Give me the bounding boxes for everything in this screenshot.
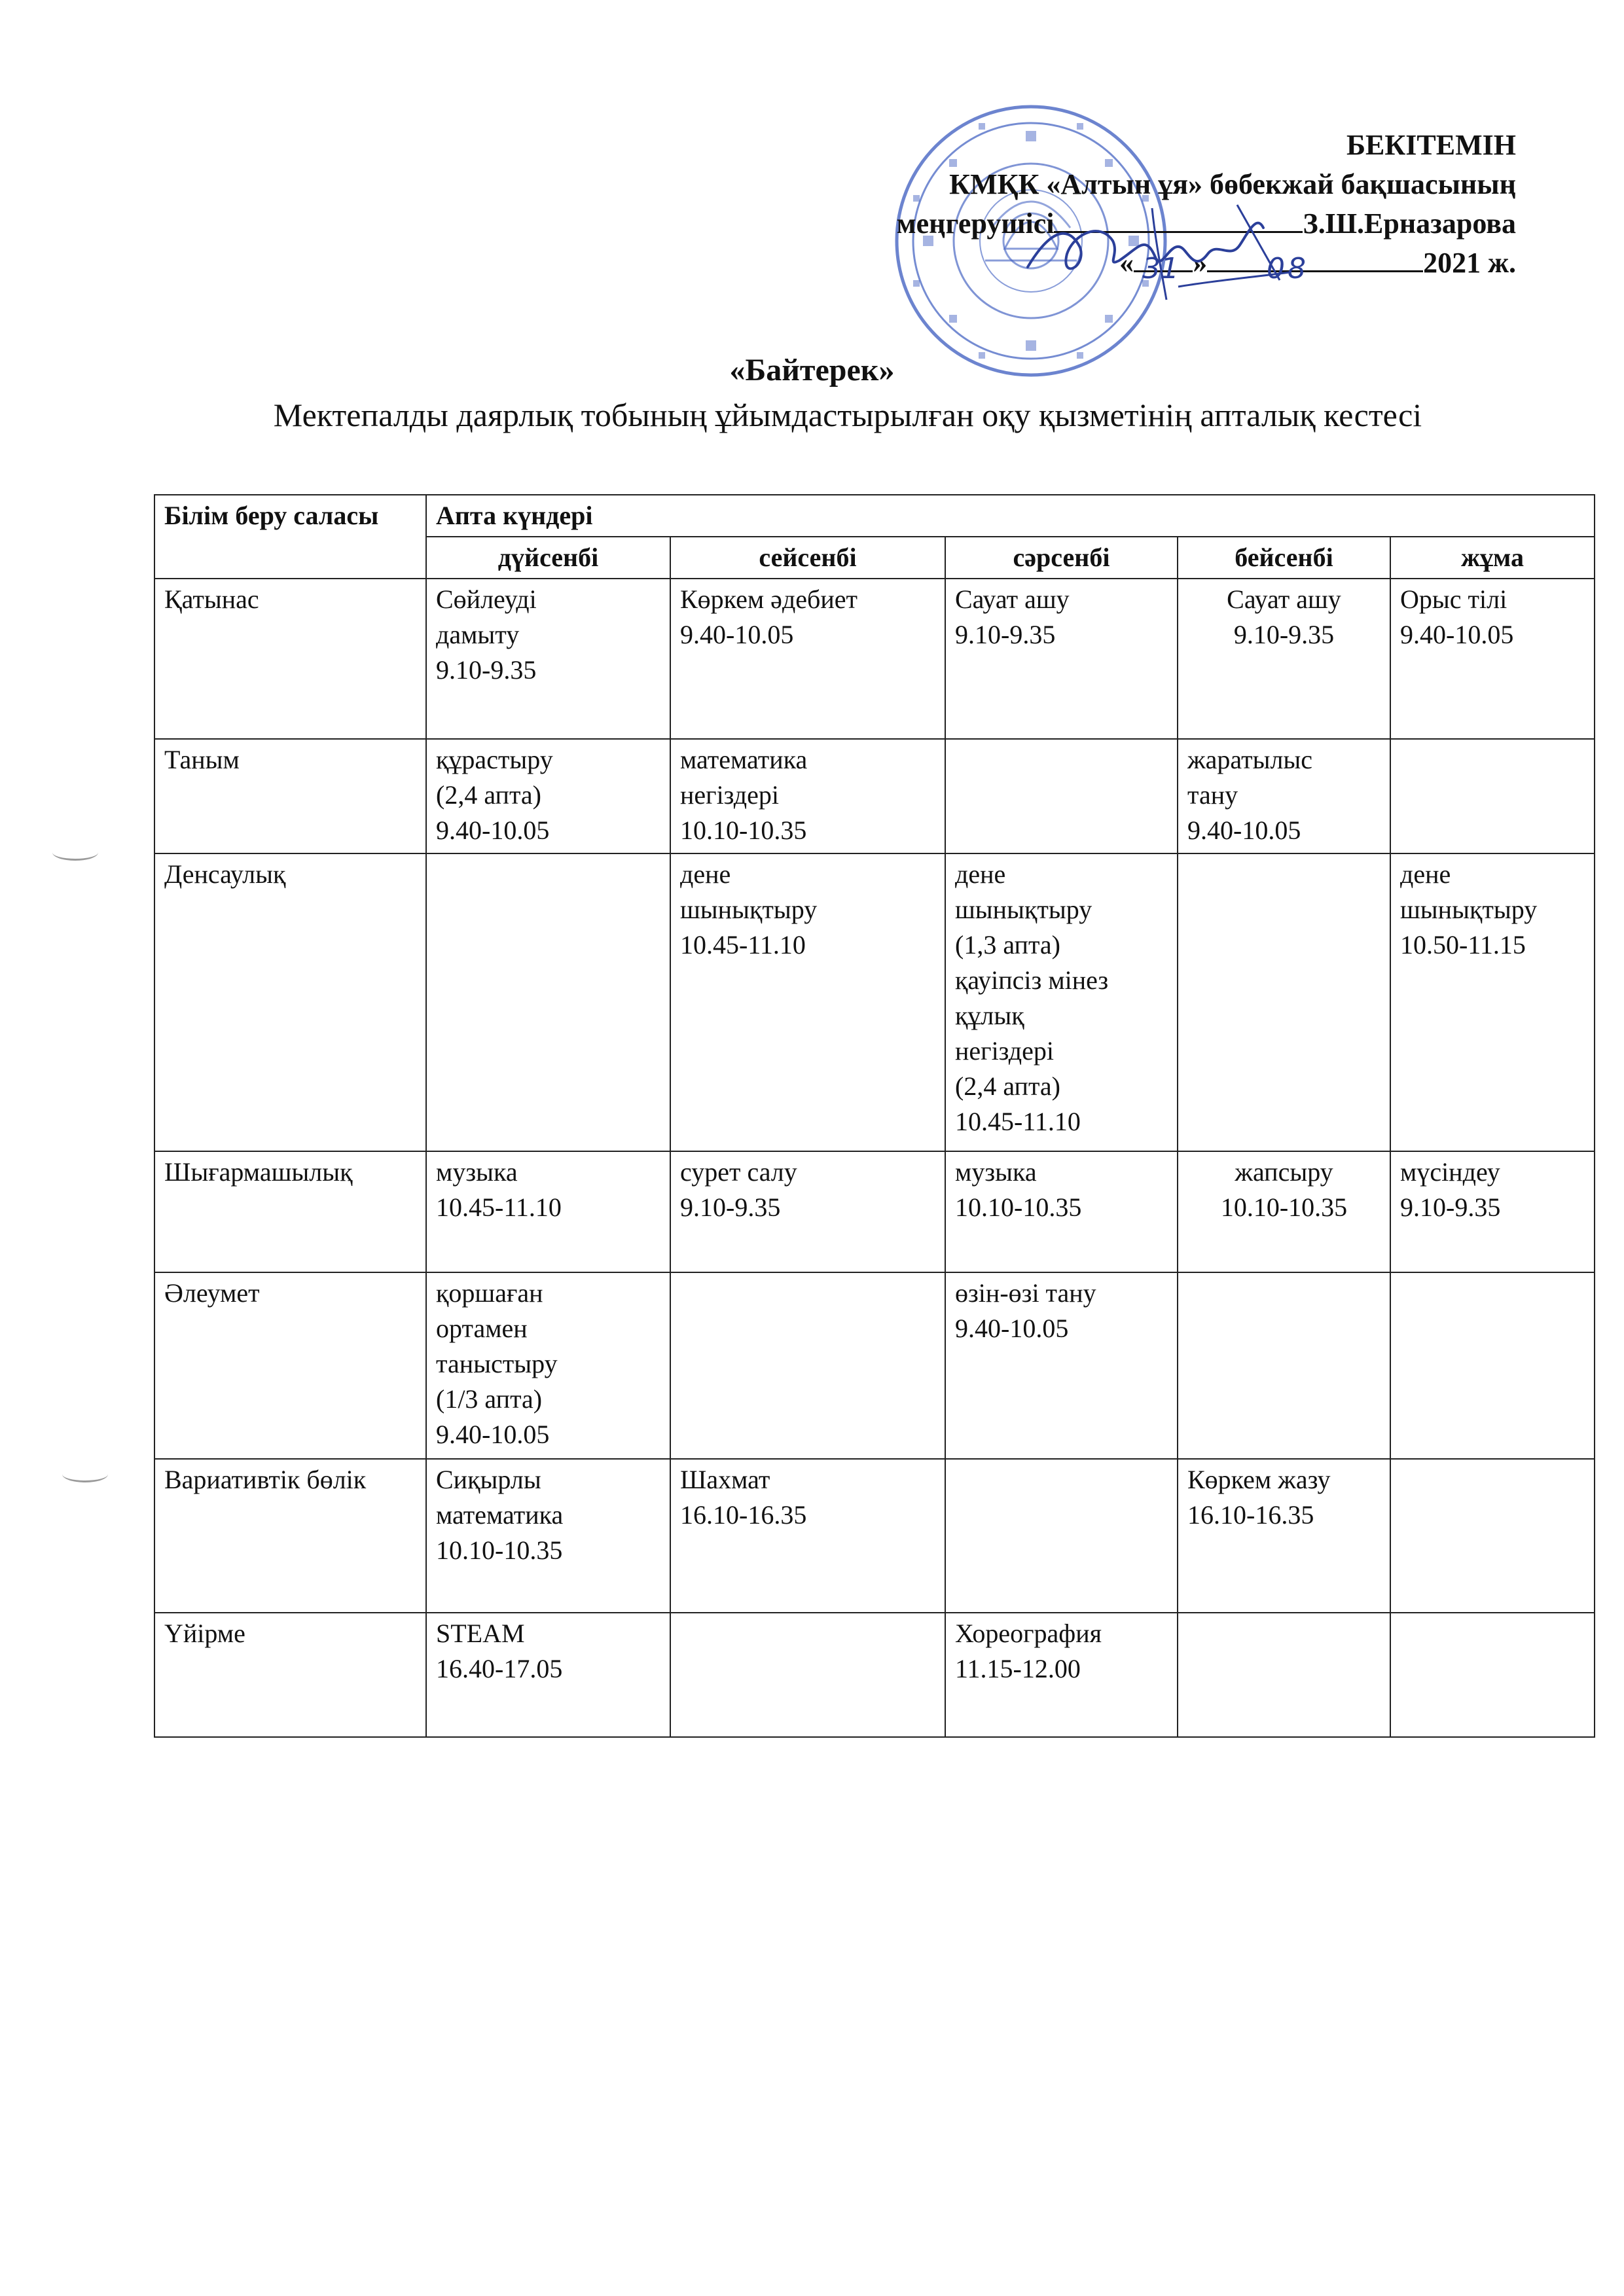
handwritten-day: 31	[1142, 252, 1179, 285]
cell-text-line: 10.10-10.35	[955, 1193, 1082, 1222]
cell-text-line: дене	[1400, 859, 1451, 889]
cell-text-line: Көркем әдебиет	[680, 584, 858, 614]
schedule-cell	[1178, 1459, 1390, 1613]
day-header: жұма	[1390, 537, 1595, 579]
cell-text-line: Көркем жазу	[1187, 1465, 1331, 1494]
table-row	[154, 1459, 1595, 1613]
cell-text-line: 9.40-10.05	[955, 1314, 1069, 1343]
area-cell: Қатынас	[154, 579, 426, 739]
schedule-cell	[426, 1613, 670, 1737]
cell-text-line: сурет салу	[680, 1157, 797, 1187]
area-cell: Таным	[154, 739, 426, 853]
cell-text-line: музыка	[955, 1157, 1037, 1187]
schedule-table	[154, 494, 1595, 1738]
cell-text-line: мүсіндеу	[1400, 1157, 1500, 1187]
table-row	[154, 1272, 1595, 1459]
schedule-cell	[670, 1613, 945, 1737]
area-cell: Денсаулық	[154, 853, 426, 1151]
cell-text-line: 9.40-10.05	[436, 1420, 550, 1449]
cell-text-line: Сөйлеуді	[436, 584, 537, 614]
margin-mark	[52, 844, 98, 861]
cell-text-line: 9.10-9.35	[1233, 620, 1335, 649]
cell-text-line: Шахмат	[680, 1465, 770, 1494]
table-row	[154, 739, 1595, 853]
cell-text-line: негіздері	[955, 1036, 1054, 1066]
schedule-cell	[670, 739, 945, 853]
cell-text-line: 10.50-11.15	[1400, 930, 1526, 960]
schedule-cell	[945, 579, 1178, 739]
cell-text-line: 10.10-10.35	[1220, 1193, 1348, 1222]
schedule-cell	[1178, 579, 1390, 739]
cell-text-line: STEAM	[436, 1619, 525, 1648]
cell-text-line: 9.10-9.35	[680, 1193, 781, 1222]
approval-organization: КМҚК «Алтын ұя» бөбекжай бақшасының	[949, 168, 1516, 200]
cell-text-line: қауіпсіз мінез	[955, 965, 1109, 995]
cell-text-line: 11.15-12.00	[955, 1654, 1081, 1683]
margin-mark	[62, 1466, 108, 1482]
schedule-cell	[945, 1272, 1178, 1459]
schedule-cell	[1390, 853, 1595, 1151]
cell-text-line: 9.40-10.05	[436, 816, 550, 845]
cell-text-line: (1/3 апта)	[436, 1384, 543, 1414]
schedule-cell	[426, 739, 670, 853]
schedule-cell	[1178, 1613, 1390, 1737]
cell-text-line: (2,4 апта)	[436, 780, 541, 810]
schedule-cell	[426, 1151, 670, 1272]
schedule-cell	[426, 853, 670, 1151]
day-header: сейсенбі	[670, 537, 945, 579]
schedule-cell	[1390, 1613, 1595, 1737]
schedule-cell	[945, 1151, 1178, 1272]
cell-text-line: 10.10-10.35	[680, 816, 807, 845]
schedule-cell	[1178, 1151, 1390, 1272]
date-close-quote: »	[1193, 247, 1208, 279]
schedule-cell	[945, 1459, 1178, 1613]
cell-text-line: дене	[955, 859, 1006, 889]
schedule-cell	[1390, 1459, 1595, 1613]
cell-text-line: 10.10-10.35	[436, 1535, 563, 1565]
cell-text-line: негіздері	[680, 780, 779, 810]
cell-text-line: 9.40-10.05	[680, 620, 794, 649]
cell-text-line: жаратылыс	[1187, 745, 1313, 774]
cell-text-line: тану	[1187, 780, 1238, 810]
schedule-cell	[945, 739, 1178, 853]
approval-head-name: З.Ш.Ерназарова	[1303, 207, 1516, 240]
schedule-cell	[1390, 1272, 1595, 1459]
schedule-cell	[1390, 1151, 1595, 1272]
day-header: дүйсенбі	[426, 537, 670, 579]
week-header: Апта күндері	[426, 495, 1595, 537]
schedule-cell	[1178, 853, 1390, 1151]
day-header: сәрсенбі	[945, 537, 1178, 579]
date-open-quote: «	[1119, 247, 1134, 279]
cell-text-line: құрастыру	[436, 745, 553, 774]
schedule-cell	[945, 853, 1178, 1151]
cell-text-line: математика	[680, 745, 808, 774]
cell-text-line: шынықтыру	[1400, 895, 1538, 924]
schedule-cell	[1178, 1272, 1390, 1459]
cell-text-line: таныстыру	[436, 1349, 558, 1378]
schedule-cell	[426, 1459, 670, 1613]
cell-text-line: 16.10-16.35	[1187, 1500, 1314, 1530]
approval-heading: БЕКІТЕМІН	[1346, 129, 1516, 161]
group-title: «Байтерек»	[729, 353, 895, 387]
area-cell: Үйірме	[154, 1613, 426, 1737]
cell-text-line: шынықтыру	[955, 895, 1092, 924]
cell-text-line: 10.45-11.10	[955, 1107, 1081, 1136]
cell-text-line: қоршаған	[436, 1278, 543, 1308]
cell-text-line: жапсыру	[1235, 1157, 1333, 1187]
cell-text-line: 16.40-17.05	[436, 1654, 563, 1683]
cell-text-line: Орыс тілі	[1400, 584, 1507, 614]
schedule-cell	[945, 1613, 1178, 1737]
cell-text-line: 9.10-9.35	[436, 655, 537, 685]
date-year: 2021 ж.	[1423, 247, 1516, 279]
cell-text-line: 9.40-10.05	[1400, 620, 1514, 649]
cell-text-line: 9.10-9.35	[1400, 1193, 1501, 1222]
table-row	[154, 579, 1595, 739]
schedule-cell	[426, 1272, 670, 1459]
schedule-cell	[670, 1151, 945, 1272]
table-row	[154, 853, 1595, 1151]
schedule-cell	[1390, 579, 1595, 739]
document-title: Мектепалды даярлық тобының ұйымдастырылған оқу қызметінің апталық кестесі	[273, 397, 1422, 433]
cell-text-line: (2,4 апта)	[955, 1071, 1060, 1101]
area-cell: Әлеумет	[154, 1272, 426, 1459]
cell-text-line: шынықтыру	[680, 895, 818, 924]
schedule-cell	[1390, 739, 1595, 853]
cell-text-line: (1,3 апта)	[955, 930, 1060, 960]
cell-text-line: 16.10-16.35	[680, 1500, 807, 1530]
cell-text-line: 10.45-11.10	[436, 1193, 562, 1222]
cell-text-line: Сауат ашу	[1227, 584, 1341, 614]
handwritten-signature	[1021, 195, 1296, 306]
area-cell: Вариативтік бөлік	[154, 1459, 426, 1613]
cell-text-line: 9.40-10.05	[1187, 816, 1301, 845]
schedule-cell	[670, 853, 945, 1151]
cell-text-line: дамыту	[436, 620, 520, 649]
approval-position: меңгерушісі	[896, 207, 1055, 240]
cell-text-line: 9.10-9.35	[955, 620, 1056, 649]
table-row	[154, 1613, 1595, 1737]
cell-text-line: музыка	[436, 1157, 518, 1187]
table-row	[154, 1151, 1595, 1272]
cell-text-line: 10.45-11.10	[680, 930, 806, 960]
schedule-cell	[1178, 739, 1390, 853]
cell-text-line: Сиқырлы	[436, 1465, 541, 1494]
schedule-cell	[670, 1272, 945, 1459]
cell-text-line: ортамен	[436, 1314, 528, 1343]
schedule-cell	[670, 1459, 945, 1613]
area-cell: Шығармашылық	[154, 1151, 426, 1272]
cell-text-line: құлық	[955, 1001, 1024, 1030]
cell-text-line: Хореография	[955, 1619, 1102, 1648]
schedule-cell	[670, 579, 945, 739]
area-header: Білім беру саласы	[154, 495, 426, 579]
cell-text-line: дене	[680, 859, 731, 889]
cell-text-line: Сауат ашу	[955, 584, 1070, 614]
day-header: бейсенбі	[1178, 537, 1390, 579]
handwritten-month: 08	[1267, 252, 1308, 285]
cell-text-line: математика	[436, 1500, 564, 1530]
schedule-cell	[426, 579, 670, 739]
cell-text-line: өзін-өзі тану	[955, 1278, 1096, 1308]
